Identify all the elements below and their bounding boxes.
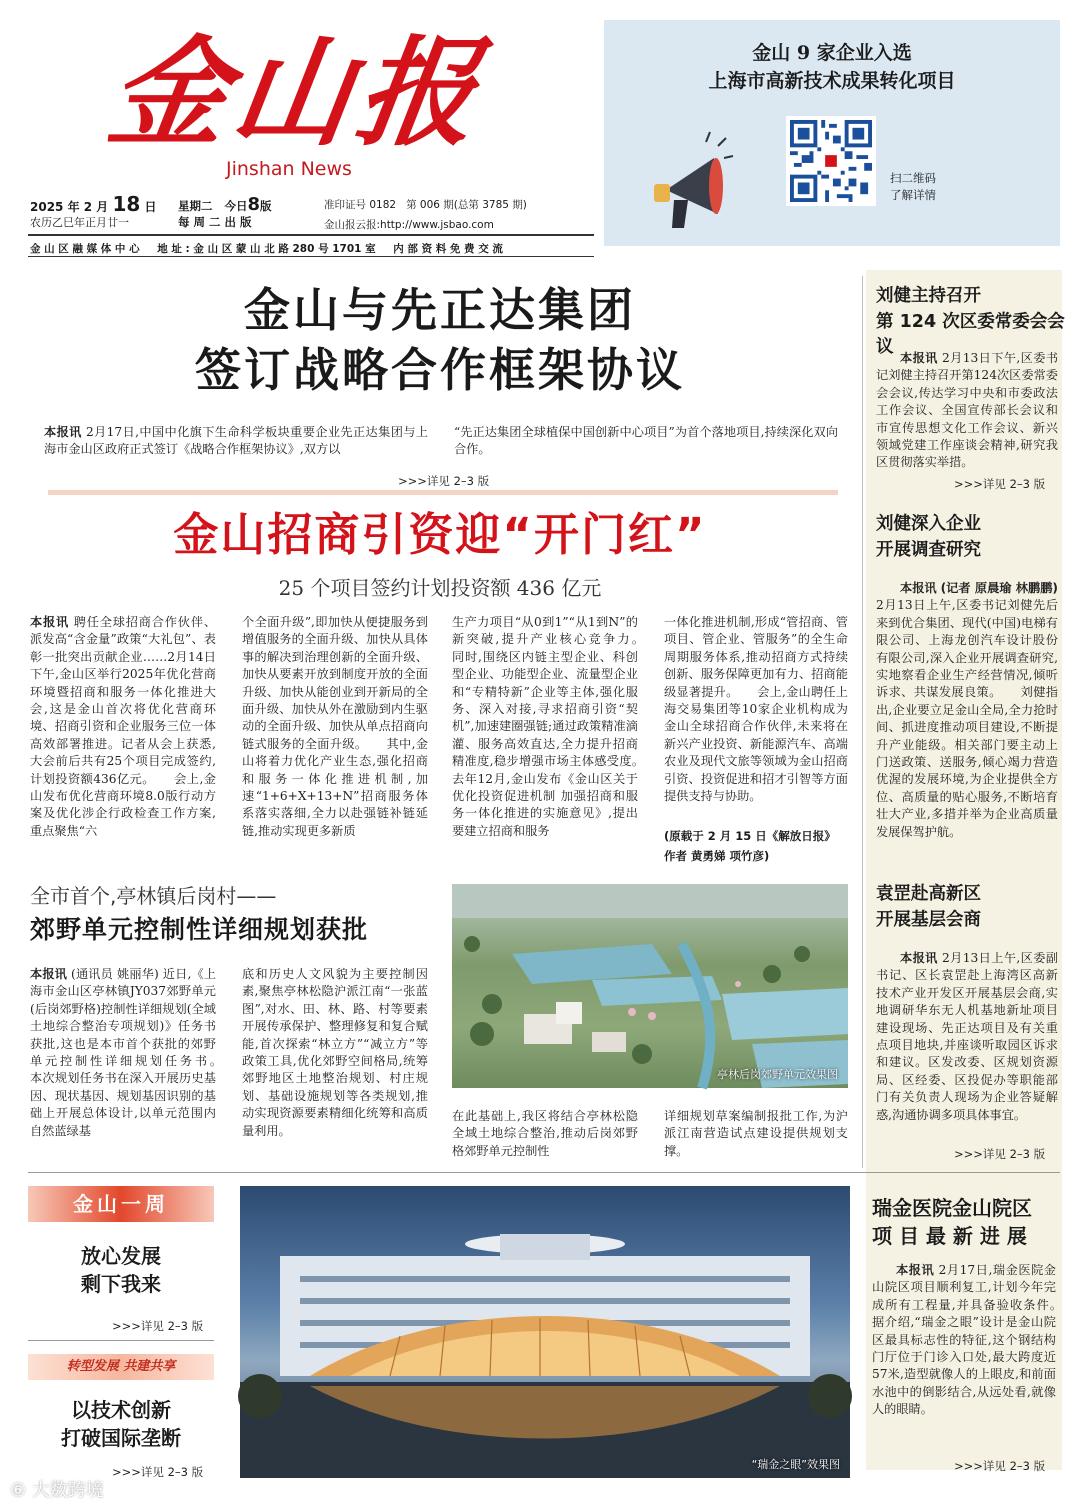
masthead bbox=[28, 16, 596, 258]
side1-title-1: 刘健主持召开 bbox=[876, 286, 981, 306]
masthead-top-rule bbox=[28, 234, 594, 236]
hospital-photo bbox=[240, 1186, 850, 1478]
license: 准印证号 0182 bbox=[324, 199, 397, 211]
weekly-title-2: 剩下我来 bbox=[81, 1272, 161, 1296]
side1-body bbox=[876, 350, 1058, 472]
hospital-title-1: 瑞金医院金山院区 bbox=[872, 1196, 1032, 1220]
issue-date bbox=[30, 192, 157, 216]
hospital-building-icon bbox=[240, 1186, 850, 1478]
transform-title-1: 以技术创新 bbox=[71, 1398, 171, 1422]
side1-tag: 本报讯 bbox=[900, 351, 938, 365]
weekly-banner-text: 金山一周 bbox=[73, 1192, 169, 1216]
plan-column-2 bbox=[242, 966, 428, 1166]
plan-photo bbox=[452, 884, 848, 1088]
invest-column-4 bbox=[664, 614, 848, 826]
invest-subtitle: 25 个项目签约计划投资额 436 亿元 bbox=[278, 576, 602, 600]
qr-code-icon bbox=[790, 120, 872, 202]
weekly-see-more[interactable]: >>>详见 2–3 版 bbox=[112, 1319, 204, 1333]
lead-headline-2: 签订战略合作框架协议 bbox=[195, 343, 685, 397]
qr-caption-1: 扫二维码 bbox=[890, 171, 936, 185]
watermark-logo-icon: ⑥ bbox=[10, 1480, 27, 1501]
plan-text-1: 近日,《上海市金山区亭林镇JY037郊野单元(后岗郊野格)控制性详细规划(全域土地综合整治专项规划)》任务书获批,这也是本市首个获批的郊野单元控制性详细规划任务书。 本次规划任务书在深入开展历史基因、现状基因、规划基因识别的基础上开展总体设计,以单元范围内自然蓝绿基 bbox=[30, 967, 241, 1138]
issue-number: 第 006 期(总第 3785 期) bbox=[406, 199, 527, 211]
invest-source-1: (原载于 2 月 15 日《解放日报》 bbox=[664, 829, 836, 843]
side1-title-2: 第 124 次区委常委会会议 bbox=[876, 312, 1065, 357]
license-issue bbox=[324, 197, 527, 212]
pages-suffix: 版 bbox=[260, 199, 272, 213]
watermark-text: 大数跨境 bbox=[31, 1480, 104, 1501]
promo-box[interactable] bbox=[604, 20, 1060, 246]
hospital-tag: 本报讯 bbox=[896, 1263, 935, 1277]
promo-line-2: 上海市高新技术成果转化项目 bbox=[708, 70, 956, 92]
lead-text-1: 2月17日,中国中化旗下生命科学板块重要企业先正达集团与上海市金山区政府正式签订《战略合作框架协议》,双方以 bbox=[44, 425, 429, 457]
watermark bbox=[10, 1476, 104, 1502]
side1-text: 2月13日下午,区委书记刘健主持召开第124次区委常委会会议,传达学习中央和市委政法工作会议、全国宣传部长会议和市宣传思想文化工作会议、新兴领域党建工作座谈会精神,研究我区贯彻落实举措。 bbox=[876, 351, 1059, 470]
invest-tag: 本报讯 bbox=[30, 615, 70, 629]
pages-prefix: 今日 bbox=[224, 199, 248, 213]
plan-text-4: 详细规划草案编制报批工作,为沪派江南营造试点建设提供规划支撑。 bbox=[664, 1109, 848, 1158]
plan-tag: 本报讯 bbox=[30, 967, 68, 981]
lead-headline-1: 金山与先正达集团 bbox=[244, 283, 636, 337]
side3-see-more[interactable]: >>>详见 2–3 版 bbox=[954, 1147, 1046, 1161]
lead-see-more[interactable]: >>>详见 2–3 版 bbox=[398, 474, 490, 488]
plan-reporter: (通讯员 姚丽华) bbox=[71, 967, 159, 981]
plan-column-4 bbox=[664, 1108, 848, 1168]
lead-column-1 bbox=[44, 424, 428, 459]
invest-source-2: 作者 黄勇娣 项竹彦) bbox=[664, 849, 770, 863]
side2-body bbox=[876, 580, 1058, 864]
weekday: 星期二 bbox=[178, 199, 213, 213]
transform-banner bbox=[28, 1354, 214, 1380]
invest-column-1 bbox=[30, 614, 216, 864]
qr-code[interactable] bbox=[786, 116, 876, 206]
masthead-english-name: Jinshan News bbox=[226, 158, 352, 180]
note: 内 部 资 料 免 费 交 流 bbox=[393, 243, 503, 255]
megaphone-icon bbox=[644, 128, 734, 238]
promo-line-1: 金山 9 家企业入选 bbox=[752, 42, 912, 64]
publisher: 金 山 区 融 媒 体 中 心 bbox=[30, 243, 140, 255]
side3-body bbox=[876, 950, 1058, 1144]
transform-see-more[interactable]: >>>详见 2–3 版 bbox=[112, 1465, 204, 1479]
plan-text-3: 在此基础上,我区将结合亭林松隐全域土地综合整治,推动后岗郊野格郊野单元控制性 bbox=[452, 1109, 638, 1158]
weekday-pages bbox=[178, 194, 272, 215]
hospital-photo-caption: “瑞金之眼”效果图 bbox=[751, 1458, 840, 1471]
qr-caption-2: 了解详情 bbox=[890, 188, 936, 202]
lead-divider bbox=[48, 490, 838, 495]
side1-see-more[interactable]: >>>详见 2–3 版 bbox=[954, 477, 1046, 491]
weekly-banner bbox=[28, 1186, 214, 1222]
invest-headline: 金山招商引资迎“开门红” bbox=[173, 508, 707, 561]
plan-headline: 郊野单元控制性详细规划获批 bbox=[30, 915, 369, 944]
aerial-landscape-icon bbox=[452, 884, 848, 1088]
weekly-divider bbox=[28, 1340, 214, 1341]
frequency: 每 周 二 出 版 bbox=[178, 215, 252, 229]
invest-text-3: 生产力项目“从0到1”“从1到N”的新突破,提升产业核心竞争力。 同时,围绕区内链主型企业、科创型企业、功能型企业、流量型企业和“专精特新”企业等主体,强化服务、深入对接,寻求招商引资“契机”,加速建圈强链;通过政策精准滴灌、服务高效直达,全力提升招商精准度,稳步增强市场主体感受度。 去年12月,金山发布《金山区关于优化投资促进机制 加强招商和服务一体化推进的实施意见》,提出要建立招商和服务 bbox=[452, 615, 663, 838]
invest-text-4: 一体化推进机制,形成“管招商、管项目、管企业、管服务”的全生命周期服务体系,推动招商方式持续创新、服务保障更加有力、招商能级显著提升。 会上,金山聘任上海交易集团等10家企业机构成为金山全球招商合作伙伴,未来将在新兴产业投资、新能源汽车、高端农业及现代文旅等领域为金山招商引资、投资促进和招才引智等方面提供支持与协助。 bbox=[664, 615, 848, 804]
hospital-body bbox=[872, 1262, 1080, 1419]
side3-title-2: 开展基层会商 bbox=[876, 910, 981, 930]
plan-kicker: 全市首个,亭林镇后岗村—— bbox=[30, 884, 277, 908]
pages-num: 8 bbox=[247, 194, 261, 215]
bottom-section-rule bbox=[28, 1172, 1060, 1173]
hospital-title-2: 项 目 最 新 进 展 bbox=[872, 1224, 1027, 1248]
plan-photo-caption: 亭林后岗郊野单元效果图 bbox=[717, 1068, 838, 1081]
invest-text-1: 聘任全球招商合作伙伴、派发高“含金量”政策“大礼包”、表彰一批突出贡献企业……2月14日下午,金山区举行2025年优化营商环境暨招商和服务一体化推进大会,这是金山首次将优化营商环境、招商引资和企业服务三位一体高效部署推进。记者从会上获悉,大会前后共有25个项目完成签约,计划投资额436亿元。 会上,金山发布优化营商环境8.0版行动方案及优化涉企行政检查工作方案,重点聚焦“六 bbox=[30, 615, 217, 838]
address: 地 址 : 金 山 区 蒙 山 北 路 280 号 1701 室 bbox=[157, 243, 376, 255]
lunar-date: 农历乙巳年正月廿一 bbox=[30, 216, 129, 229]
invest-column-3 bbox=[452, 614, 663, 864]
cloud-site: 金山报云报:http://www.jsbao.com bbox=[324, 219, 494, 231]
publisher-bar bbox=[30, 241, 596, 256]
side3-tag: 本报讯 bbox=[900, 951, 938, 965]
transform-title-2: 打破国际垄断 bbox=[61, 1426, 181, 1450]
lead-column-2 bbox=[454, 424, 838, 459]
side2-title-1: 刘健深入企业 bbox=[876, 514, 981, 534]
plan-column-1 bbox=[30, 966, 241, 1166]
lead-tag: 本报讯 bbox=[44, 425, 82, 439]
side3-text: 2月13日上午,区委副书记、区长袁罡赴上海湾区高新技术产业开发区开展基层会商,实地调研华东无人机基地新址项目建设现场、先正达项目及有关重点项目地块,并座谈听取园区诉求和建议。区发改委、区规划资源局、区经委、区投促办等职能部门有关负责人现场为企业答疑解惑,沟通协调多项具体事宜。 bbox=[876, 951, 1059, 1122]
issue-date-year-month: 2025 年 2 月 bbox=[30, 200, 109, 214]
side2-text: 2月13日上午,区委书记刘健先后来到优合集团、现代(中国)电梯有限公司、上海龙创汽车设计股份有限公司,深入企业开展调查研究,实地察看企业生产经营情况,倾听诉求、共谋发展良策。 刘健指出,企业要立足金山全局,全力抢时间、抓进度推动项目建设,不断提升产业能级。相关部门要主动上门送政策、送服务,倾心竭力营造优渥的发展环境,为企业提供全方位、高质量的贴心服务,不断培育壮大产业,多措并举为企业高质量发展保驾护航。 bbox=[876, 598, 1058, 839]
issue-date-day: 18 bbox=[112, 192, 141, 216]
side3-title-1: 袁罡赴高新区 bbox=[876, 884, 981, 904]
masthead-logo: 金山报 bbox=[100, 23, 492, 162]
plan-text-2: 底和历史人文风貌为主要控制因素,聚焦亭林松隐沪派江南“一张蓝图”,对水、田、林、路、村等要素开展传承保护、整理修复和复合赋能,首次探索“林立方”“减立方”等政策工具,优化郊野空间格局,统筹郊野地区土地整治规划、村庄规划、基础设施规划等各类规划,推动实现资源要素精细化统筹和高质量利用。 bbox=[242, 967, 428, 1138]
hospital-text: 2月17日,瑞金医院金山院区项目顺利复工,计划今年完成所有工程量,并具备验收条件。 据介绍,“瑞金之眼”设计是金山院区最具标志性的特征,这个钢结构门厅位于门诊入口处,最大跨度近57米,造型就像人的上眼皮,和前面水池中的倒影结合,从远处看,就像人的眼睛。 bbox=[872, 1263, 1080, 1417]
weekly-title-1: 放心发展 bbox=[81, 1244, 161, 1268]
plan-column-3 bbox=[452, 1108, 638, 1168]
side2-title-2: 开展调查研究 bbox=[876, 540, 981, 560]
transform-banner-text: 转型发展 共建共享 bbox=[66, 1359, 176, 1374]
invest-column-2 bbox=[242, 614, 428, 864]
hospital-see-more[interactable]: >>>详见 2–3 版 bbox=[954, 1459, 1046, 1473]
side2-reporter: (记者 原晨瑜 林鹏鹏) bbox=[940, 581, 1058, 595]
masthead-bottom-rule bbox=[28, 256, 594, 257]
issue-date-day-suffix: 日 bbox=[144, 200, 157, 214]
invest-text-2: 个全面升级”,即加快从便捷服务到增值服务的全面升级、加快从具体事的解决到治理创新的全面升级、加快从要素开放到制度开放的全面升级、加快从能创业到开新局的全面升级、加快从外在激励到内生驱动的全面升级、加快从单点招商向链式服务的全面升级。 其中,金山将着力优化产业生态,强化招商和服务一体化推进机制,加速“1+6+X+13+N”招商服务体系落实落细,全力以赴强链补链延链,推动实现更多新质 bbox=[242, 615, 428, 838]
side2-tag: 本报讯 bbox=[900, 581, 937, 595]
side-column-rule bbox=[862, 276, 863, 1168]
lead-text-2: “先正达集团全球植保中国创新中心项目”为首个落地项目,持续深化双向合作。 bbox=[454, 425, 838, 457]
